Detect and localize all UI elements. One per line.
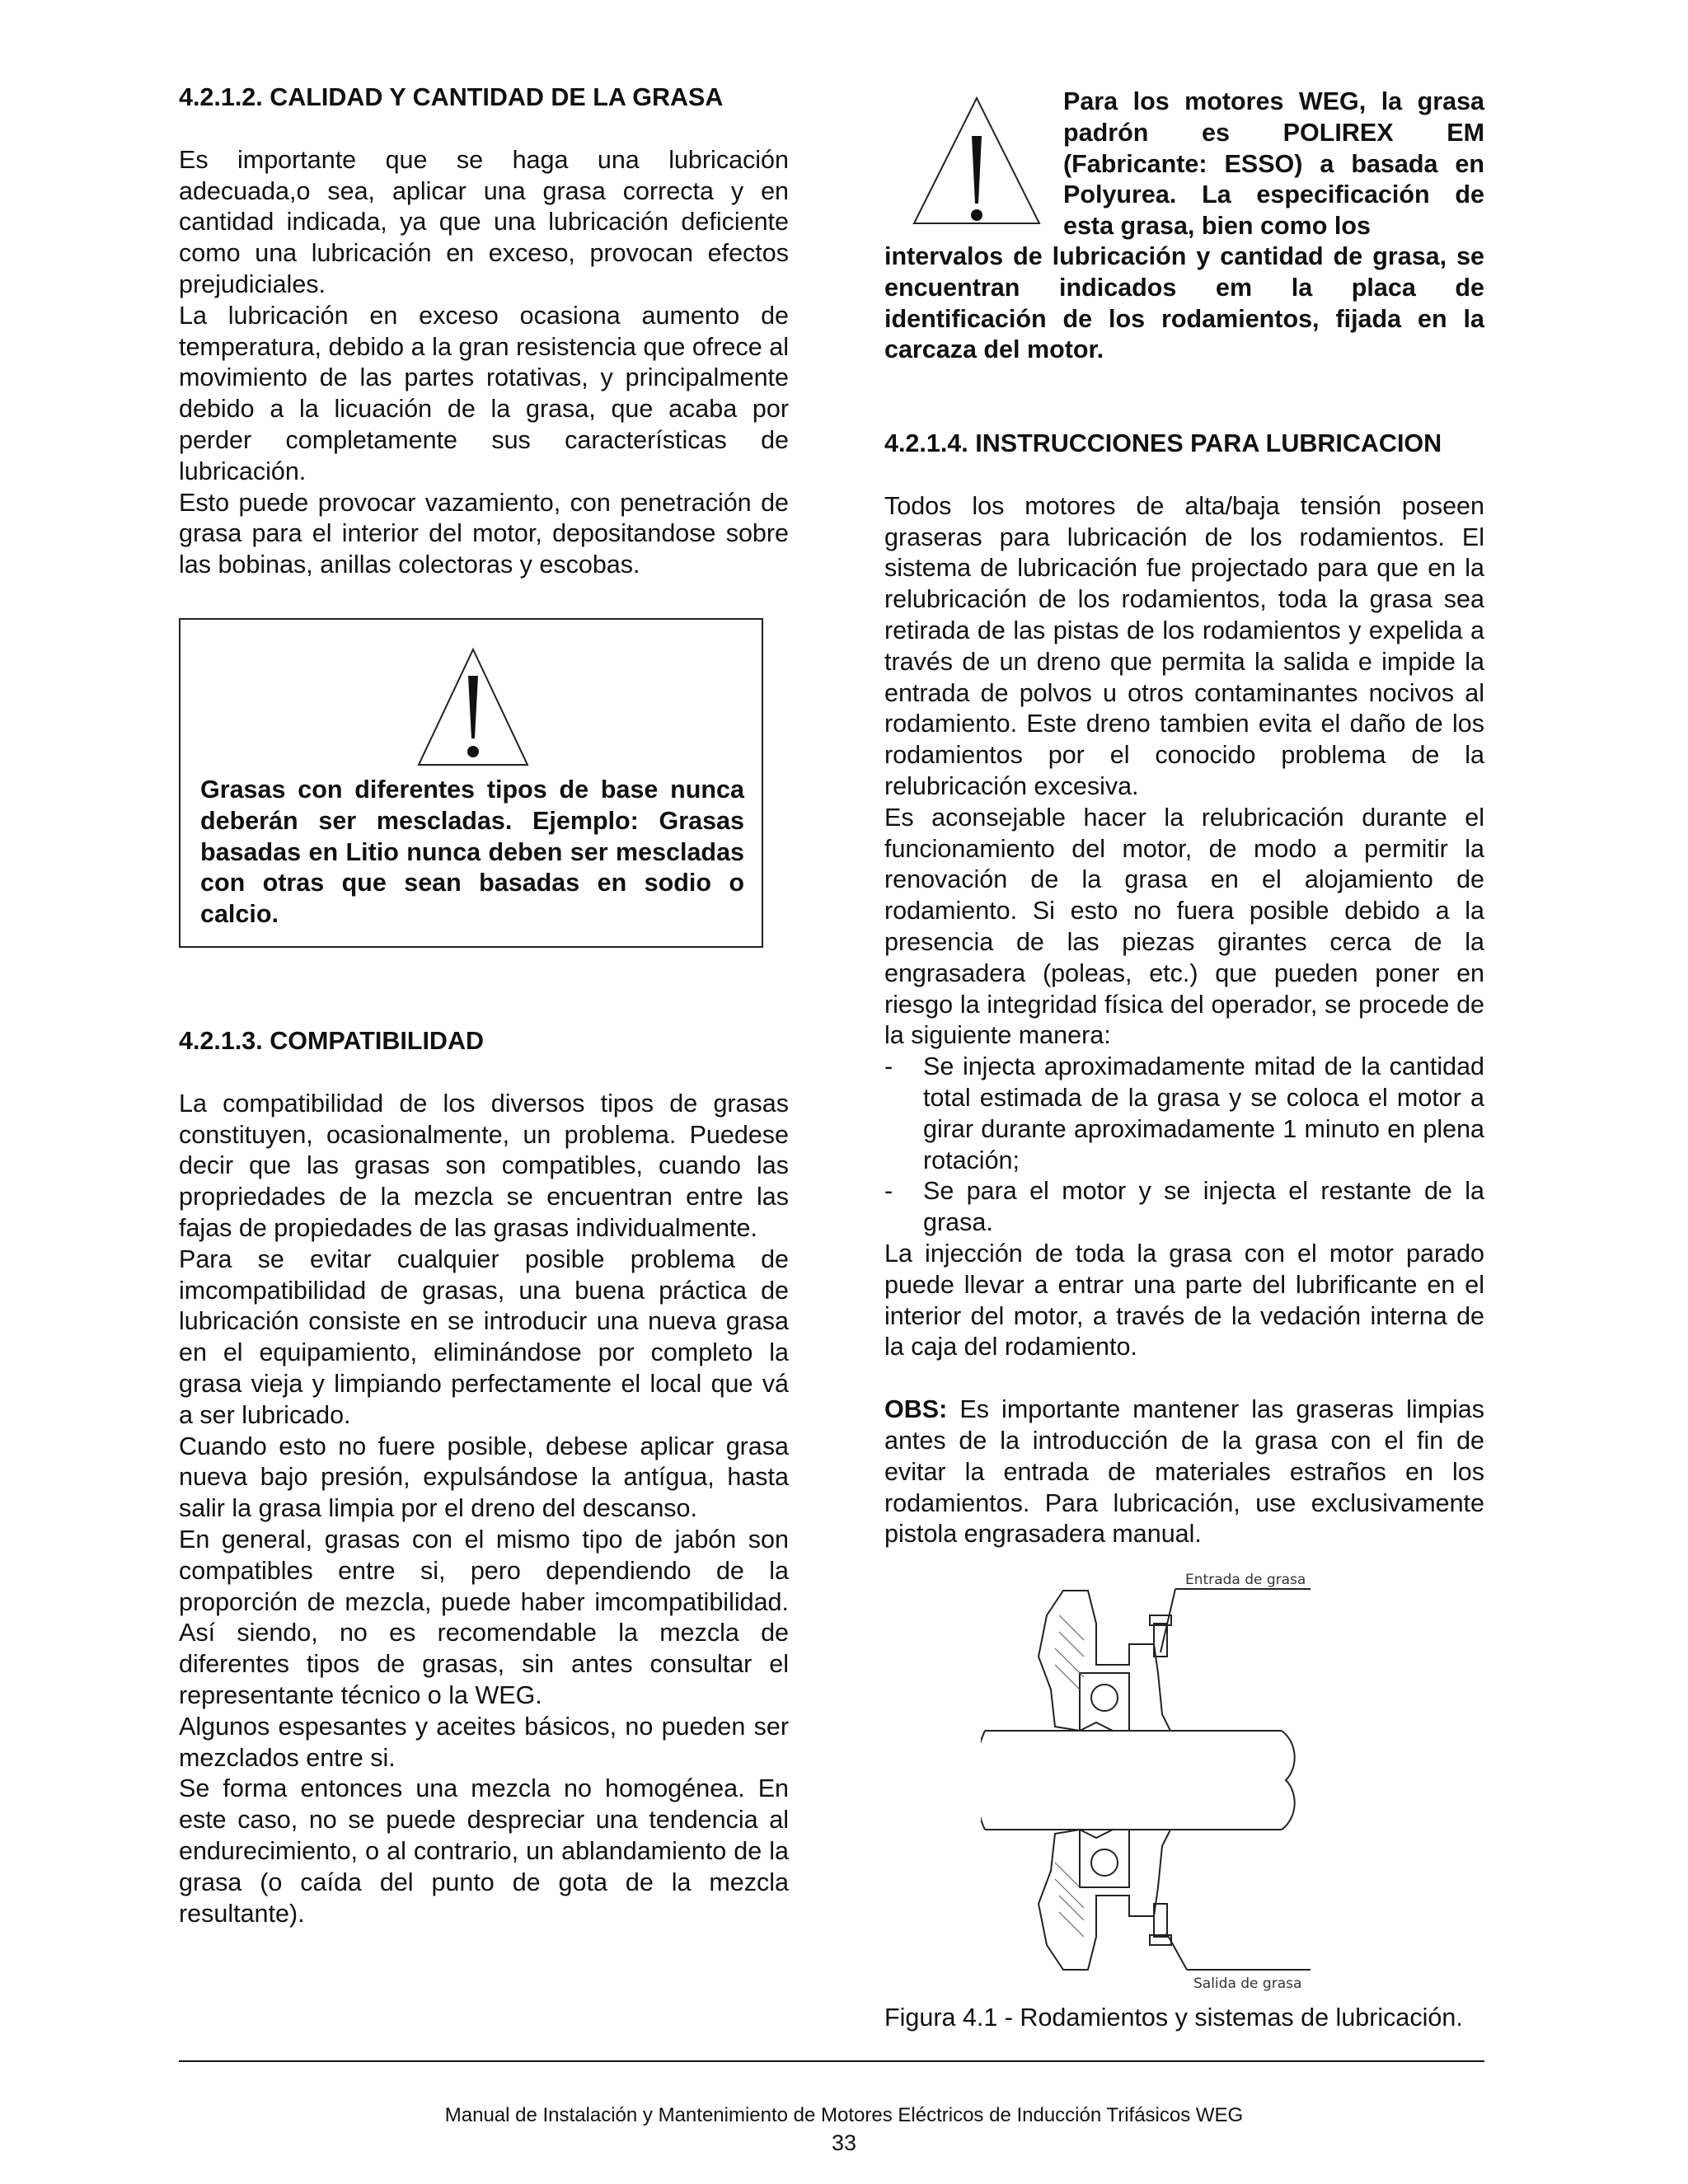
dash-marker: - — [884, 1177, 893, 1206]
paragraph: En general, grasas con el mismo tipo de jabón son compatibles entre si, pero dependiendo de la proporción de mezcla, puede haber imcompatibilidad. Así siendo, no es recomendable la mezcla de diferentes tipos de grasas, sin antes consultar el representante técnico o la WEG. — [179, 1525, 789, 1709]
list-item — [884, 1052, 1484, 1176]
warning-side-text-wrap — [1063, 87, 1484, 242]
footer-text: Manual de Instalación y Mantenimiento de Motores Eléctricos de Inducción Trifásicos WEG — [444, 2104, 1244, 2126]
paragraph: La injección de toda la grasa con el motor parado puede llevar a entrar una parte del lubrificante en el interior del motor, a través de la vedación interna de la caja del rodamiento. — [884, 1239, 1484, 1361]
bearing-lubrication-figure — [981, 1566, 1327, 1994]
warning-side-text: Para los motores WEG, la grasa padrón es POLIREX EM (Fabricante: ESSO) a basada en Polyurea. La especificación de esta grasa, bien como los — [1063, 87, 1484, 241]
list-item-text: Se para el motor y se injecta el restante de la grasa. — [923, 1177, 1484, 1237]
dash-marker: - — [884, 1052, 893, 1081]
left-column — [179, 82, 789, 581]
paragraph: Para se evitar cualquier posible problema de imcompatibilidad de grasas, una buena práctica de lubricación consiste en se introducir una nueva grasa en el equipamiento, eliminándose por completo la grasa vieja y limpiando perfectamente el local que vá a ser lubricado. — [179, 1244, 789, 1429]
paragraph: La compatibilidad de los diversos tipos de grasas constituyen, ocasionalmente, un problema. Puedese decir que las grasas son compatibles, cuando las propriedades de la mezcla se encuentran entre las fajas de propiedades de las grasas individualmente. — [179, 1089, 789, 1242]
paragraph: Es aconsejable hacer la relubricación durante el funcionamiento del motor, de modo a permitir la renovación de la grasa en el alojamiento de rodamiento. Si esto no fuera posible debido a la presencia de las piezas girantes cerca de la engrasadera (poleas, etc.) que pueden poner en riesgo la integridad física del operador, se procede de la siguiente manera: — [884, 803, 1484, 1050]
paragraph: La lubricación en exceso ocasiona aumento de temperatura, debido a la gran resistencia que ofrece al movimiento de las partes rotativas, y principalmente debido a la licuación de la grasa, que acaba por perder completamente sus características de lubricación. — [179, 301, 789, 485]
paragraph: Se forma entonces una mezcla no homogénea. En este caso, no se puede despreciar una tendencia al endurecimiento, o al contrario, un ablandamiento de la grasa (o caída del punto de gota de la mezcla resultante). — [179, 1774, 789, 1928]
warning-triangle-icon — [415, 644, 531, 768]
paragraph: Es importante que se haga una lubricación adecuada,o sea, aplicar una grasa correcta y en cantidad indicada, ya que una lubricación deficiente como una lubricación en exceso, provocan efectos prejudiciales. — [179, 145, 789, 298]
section-title-compatibilidad: 4.2.1.3. COMPATIBILIDAD — [179, 1027, 485, 1055]
warning-continuation-text: intervalos de lubricación y cantidad de grasa, se encuentran indicados em la placa de identificación de los rodamientos, fijada en la carcaza del motor. — [884, 242, 1484, 364]
obs-paragraph — [884, 1394, 1484, 1550]
section-title-instrucciones: 4.2.1.4. INSTRUCCIONES PARA LUBRICACION — [884, 429, 1442, 457]
right-column-lower — [884, 429, 1484, 1550]
figure-label-entrada: Entrada de grasa — [1185, 1572, 1306, 1588]
left-column-lower — [179, 1026, 789, 1929]
figure-label-salida: Salida de grasa — [1193, 1975, 1302, 1992]
paragraph: Algunos espesantes y aceites básicos, no pueden ser mezclados entre si. — [179, 1712, 789, 1772]
warning-continuation-wrap — [884, 241, 1484, 366]
footer-divider — [179, 2060, 1484, 2062]
obs-text: Es importante mantener las graseras limpias antes de la introducción de la grasa con el fin de evitar la entrada de materiales estraños en los rodamientos. Para lubricación, use exclusivamente pistola engrasadera manual. — [884, 1395, 1484, 1549]
list-item — [884, 1176, 1484, 1239]
paragraph: Todos los motores de alta/baja tensión poseen graseras para lubricación de los rodamientos. El sistema de lubricación fue projectado para que en la relubricación de los rodamientos, toda la grasa sea retirada de las pistas de los rodamientos y expelida a través de un dreno que permita la salida e impide la entrada de polvos u otros contaminantes nocivos al rodamiento. Este dreno tambien evita el daño de los rodamientos por el conocido problema de la relubricación excesiva. — [884, 491, 1484, 800]
section-title-calidad: 4.2.1.2. CALIDAD Y CANTIDAD DE LA GRASA — [179, 83, 724, 111]
list-item-text: Se injecta aproximadamente mitad de la cantidad total estimada de la grasa y se coloca el motor a girar durante aproximadamente 1 minuto en plena rotación; — [923, 1052, 1484, 1174]
paragraph: Esto puede provocar vazamiento, con penetración de grasa para el interior del motor, depositandose sobre las bobinas, anillas colectoras y escobas. — [179, 488, 789, 579]
figure-caption: Figura 4.1 - Rodamientos y sistemas de lubricación. — [884, 2004, 1463, 2032]
paragraph: Cuando esto no fuere posible, debese aplicar grasa nueva bajo presión, expulsándose la antígua, hasta salir la grasa limpia por el dreno del descanso. — [179, 1432, 789, 1523]
warning-box — [179, 618, 763, 948]
obs-label: OBS: — [884, 1395, 948, 1424]
warning-triangle-icon — [911, 95, 1043, 227]
page-number: 33 — [831, 2130, 857, 2155]
warning-box-text: Grasas con diferentes tipos de base nunca deberán ser mescladas. Ejemplo: Grasas basadas en Litio nunca deben ser mescladas con otras que sean basadas en sodio o calcio. — [200, 776, 744, 929]
figure-caption-wrap — [884, 2003, 1484, 2034]
